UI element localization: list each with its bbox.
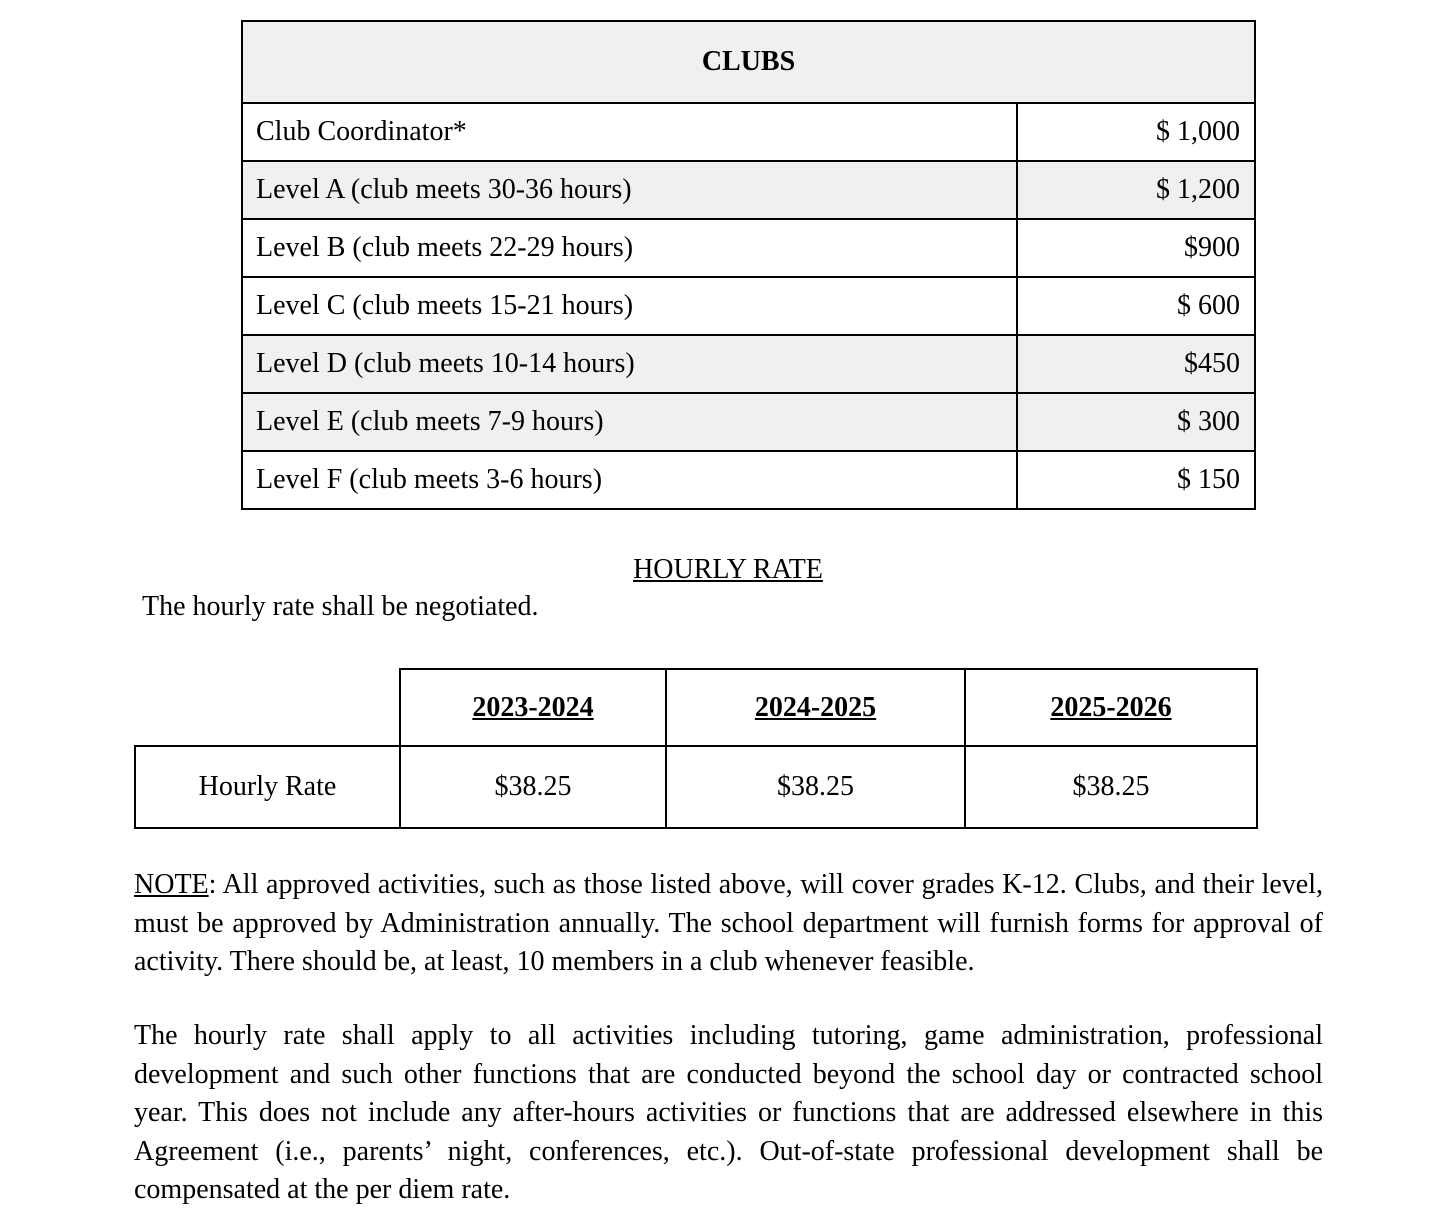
table-row: [242, 393, 1255, 451]
table-row: [135, 746, 1257, 828]
club-amount: $ 1,000: [1017, 103, 1255, 161]
hourly-rate-text: The hourly rate shall be negotiated.: [142, 591, 539, 622]
club-label: Level C (club meets 15-21 hours): [242, 277, 1017, 335]
club-amount: $ 1,200: [1017, 161, 1255, 219]
year-header: 2025-2026: [965, 669, 1257, 746]
hourly-rate-heading: HOURLY RATE: [633, 554, 823, 585]
club-label: Level F (club meets 3-6 hours): [242, 451, 1017, 509]
note-paragraph: [134, 866, 1323, 982]
table-header-row: [135, 669, 1257, 746]
table-row: [242, 219, 1255, 277]
club-label: Level E (club meets 7-9 hours): [242, 393, 1017, 451]
club-amount: $450: [1017, 335, 1255, 393]
club-label: Level B (club meets 22-29 hours): [242, 219, 1017, 277]
row-label: Hourly Rate: [135, 746, 400, 828]
hourly-rate-paragraph: The hourly rate shall apply to all activities including tutoring, game administration, professional development and such other functions that are conducted beyond the school day or contracted school year. This does not include any after-hours activities or functions that are addressed elsewhere in this Agreement (i.e., parents’ night, conferences, etc.). Out-of-state professional development shall be compensated at the per diem rate.: [134, 1020, 1323, 1205]
club-label: Level D (club meets 10-14 hours): [242, 335, 1017, 393]
rate-value: $38.25: [965, 746, 1257, 828]
club-amount: $ 150: [1017, 451, 1255, 509]
note-label: NOTE: [134, 869, 209, 900]
club-amount: $ 300: [1017, 393, 1255, 451]
year-header: 2024-2025: [666, 669, 965, 746]
table-row: [242, 451, 1255, 509]
club-amount: $ 600: [1017, 277, 1255, 335]
table-row: [242, 103, 1255, 161]
blank-cell: [135, 669, 400, 746]
club-label: Level A (club meets 30-36 hours): [242, 161, 1017, 219]
clubs-title: CLUBS: [242, 21, 1255, 103]
clubs-table: [241, 20, 1256, 510]
note-text: : All approved activities, such as those listed above, will cover grades K-12. Clubs, and their level, must be approved by Administration annually. The school department will furnish forms for approval of activity. There should be, at least, 10 members in a club whenever feasible.: [134, 869, 1323, 977]
table-row: [242, 161, 1255, 219]
table-row: [242, 277, 1255, 335]
year-header: 2023-2024: [400, 669, 666, 746]
table-row: [242, 335, 1255, 393]
rate-value: $38.25: [400, 746, 666, 828]
rate-value: $38.25: [666, 746, 965, 828]
club-label: Club Coordinator*: [242, 103, 1017, 161]
club-amount: $900: [1017, 219, 1255, 277]
hourly-rate-table: [134, 668, 1258, 829]
